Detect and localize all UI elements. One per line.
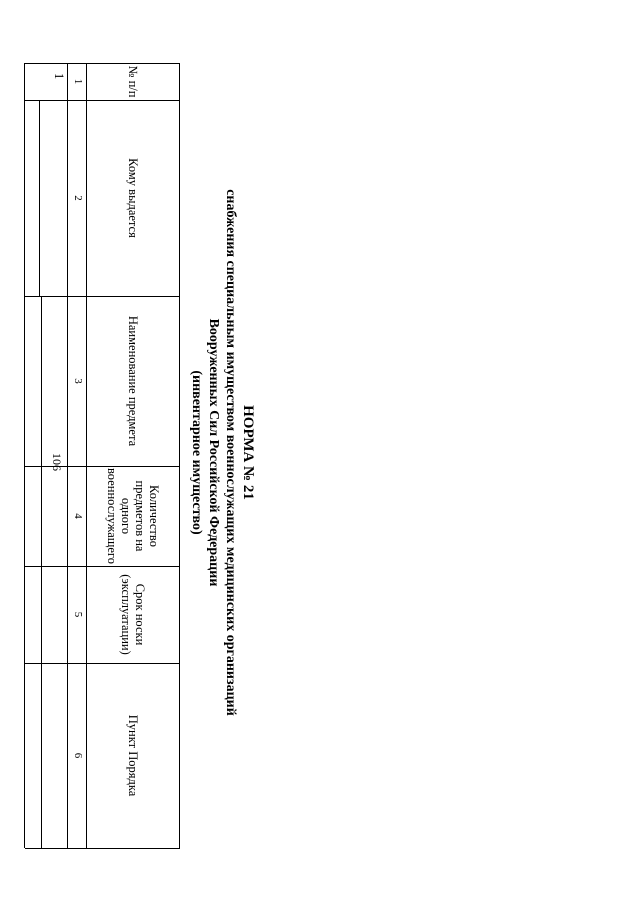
col-num-5: 5	[72, 611, 84, 618]
page-number: 106	[50, 453, 64, 471]
norm-subtitle: снабжения специальным имуществом военнослужащих медицинских организаций	[223, 189, 238, 716]
norm-table	[25, 63, 180, 848]
norm-title: НОРМА № 21	[240, 405, 256, 500]
col-num-3: 3	[72, 378, 84, 384]
col-num-4: 4	[72, 513, 84, 519]
header-item: Наименование предмета	[126, 315, 141, 447]
col-num-2: 2	[72, 195, 84, 201]
col-num-1: 1	[72, 78, 84, 85]
header-no: № п/п	[126, 65, 141, 98]
header-recipient: Кому выдается	[126, 158, 141, 238]
header-reference: Пункт Порядка	[126, 714, 141, 797]
header-quantity: Количество предметов на одного военнослужащего	[105, 467, 162, 564]
header-term: Срок носки (эксплуатации)	[119, 574, 148, 655]
document-heading	[188, 0, 256, 905]
norm-category: (инвентарное имущество)	[189, 370, 204, 535]
col-num-6: 6	[72, 752, 84, 759]
row1-number: 1	[52, 73, 66, 80]
norm-organization: Вооруженных Сил Российской Федерации	[206, 318, 221, 587]
